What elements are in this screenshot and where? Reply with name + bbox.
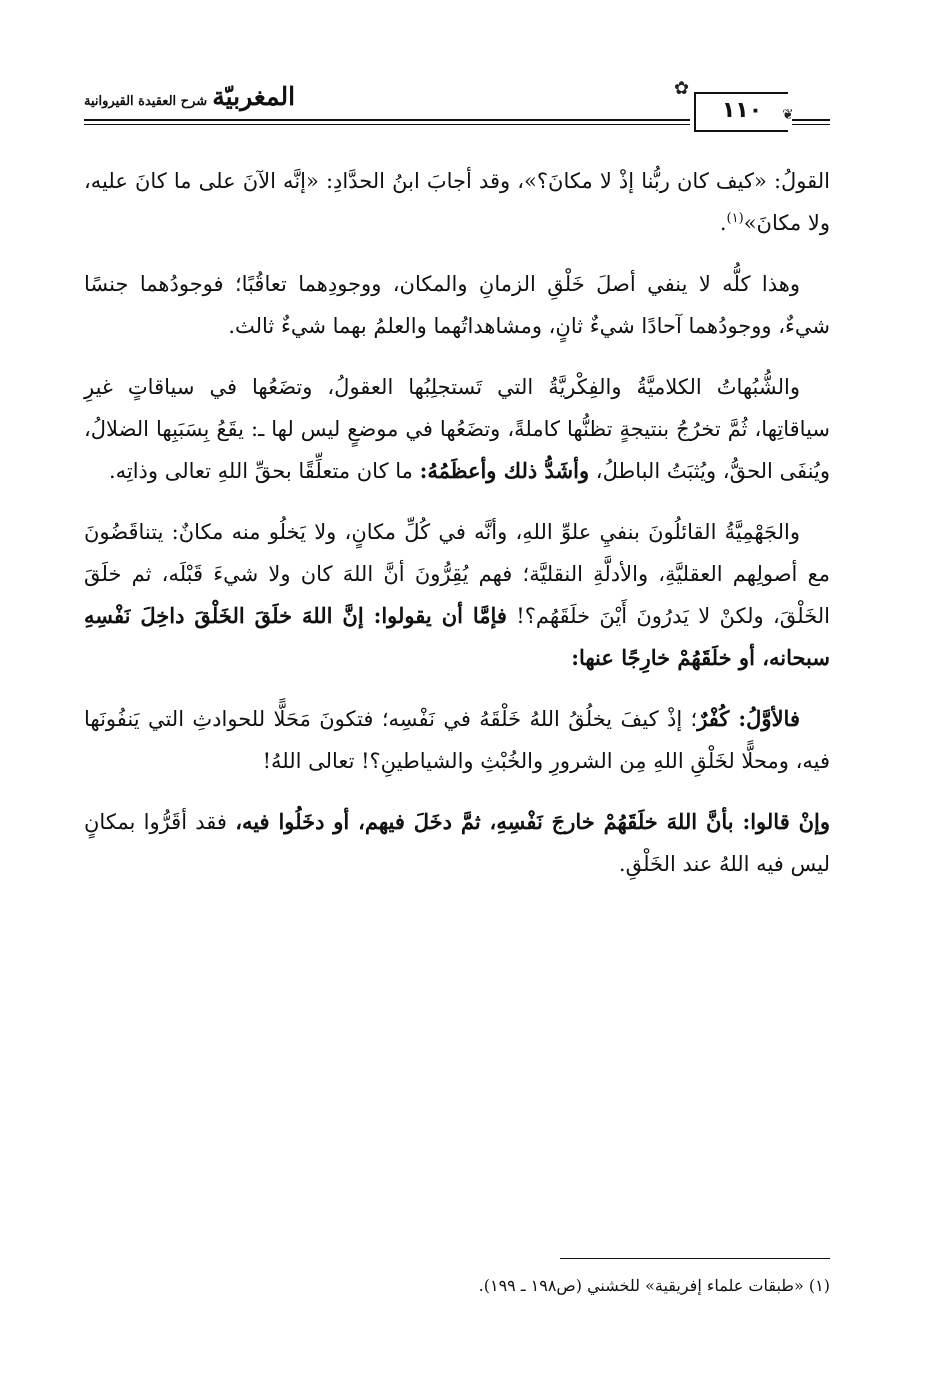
ornament-leaf-icon: ❦ <box>782 107 794 123</box>
header-rule-thin <box>84 124 690 125</box>
bold-text-segment: وإنْ قالوا: بأنَّ اللهَ خلَقَهُمْ خارجَ نَفْسِهِ، ثمَّ دخَلَ فيهم، أو دخَلُوا فيه، <box>235 809 830 834</box>
footnote-text: «طبقات علماء إفريقية» للخشني (ص١٩٨ ـ ١٩٩). <box>478 1276 804 1295</box>
footnote-reference[interactable]: (١) <box>726 211 744 226</box>
running-title-main: المغربيّة <box>212 82 296 111</box>
page-number-frame <box>694 92 788 132</box>
bold-text-segment: وأشَدُّ ذلك وأعظَمُهُ: <box>419 458 590 483</box>
text-segment: وهذا كلُّه لا ينفي أصلَ خَلْقِ الزمانِ والمكان، ووجودِهما تعاقُبًا؛ فوجودُهما جنسًا شيءٌ، ووجودُهما آحادًا شيءٌ ثانٍ، ومشاهداتُهما والعلمُ بهما شيءٌ ثالث. <box>84 272 830 338</box>
paragraph <box>84 160 830 244</box>
page-number: ١١٠ <box>721 98 763 123</box>
ornament-flower-icon: ✿ <box>674 78 690 99</box>
text-segment: ما كان متعلِّقًا بحقِّ اللهِ تعالى وذاتِه. <box>108 459 420 483</box>
text-segment: القولُ: «كيف كان ربُّنا إذْ لا مكانَ؟»، وقد أجابَ ابنُ الحدَّادِ: «إنَّه الآنَ على ما كانَ عليه، ولا مكانَ» <box>84 169 830 235</box>
header-rule-right-thin <box>792 124 830 125</box>
bold-text-segment: فالأوَّلُ: كُفْرٌ <box>697 706 800 731</box>
paragraph <box>84 511 830 679</box>
paragraph <box>84 263 830 347</box>
footnote-marker: (١) <box>808 1276 830 1295</box>
page-header <box>84 78 830 130</box>
body-text <box>84 160 830 904</box>
text-segment: فقد أقَرُّوا بمكانٍ ليس فيه اللهُ عند الخَلْقِ. <box>84 810 830 876</box>
footnote-separator <box>560 1258 830 1259</box>
paragraph <box>84 801 830 885</box>
paragraph <box>84 366 830 492</box>
header-rule <box>84 119 690 121</box>
text-segment: والجَهْمِيَّةُ القائلُونَ بنفيِ علوِّ اللهِ، وأنَّه في كُلِّ مكانٍ، ولا يَخلُو منه مكانٌ: يتناقَضُونَ مع أصولِهم العقليَّةِ، والأدلَّةِ النقليَّة؛ فهم يُقِرُّونَ أنَّ اللهَ كان ولا شيءَ قَبْلَه، ثم خلَقَ الخَلْقَ، ولكنْ لا يَدرُونَ أَيْنَ خلَقَهُم؟! <box>84 520 830 628</box>
paragraph <box>84 698 830 782</box>
text-segment: والشُّبُهاتُ الكلاميَّةُ والفِكْريَّةُ التي تَستجلِبُها العقولُ، وتضَعُها في سياقاتٍ غيرِ سياقاتِها، ثُمَّ تخرُجُ بنتيجةٍ تظنُّها كاملةً، وتضَعُها في موضعٍ ليس لها ـ: يقَعُ بِسَبَبِها الضلالُ، ويُنفَى الحقُّ، ويُثبَتُ الباطلُ، <box>84 375 830 483</box>
running-title <box>84 82 334 111</box>
running-title-sub: شرح العقيدة القيروانية <box>84 94 208 109</box>
footnote <box>300 1270 830 1302</box>
bold-text-segment: فإمَّا أن يقولوا: إنَّ اللهَ خلَقَ الخَلْقَ داخِلَ نَفْسِهِ سبحانه، أو خلَقَهُمْ خارِجًا عنها: <box>84 603 830 670</box>
text-segment: . <box>719 211 727 235</box>
header-rule-right <box>792 119 830 121</box>
text-segment: ؛ إذْ كيفَ يخلُقُ اللهُ خَلْقَهُ في نَفْسِه؛ فتكونَ مَحَلًّا للحوادثِ التي يَنفُونَها فيه، ومحلًّا لخَلْقِ اللهِ مِن الشرورِ والخُبْثِ والشياطينِ؟! تعالى اللهُ! <box>84 707 830 773</box>
